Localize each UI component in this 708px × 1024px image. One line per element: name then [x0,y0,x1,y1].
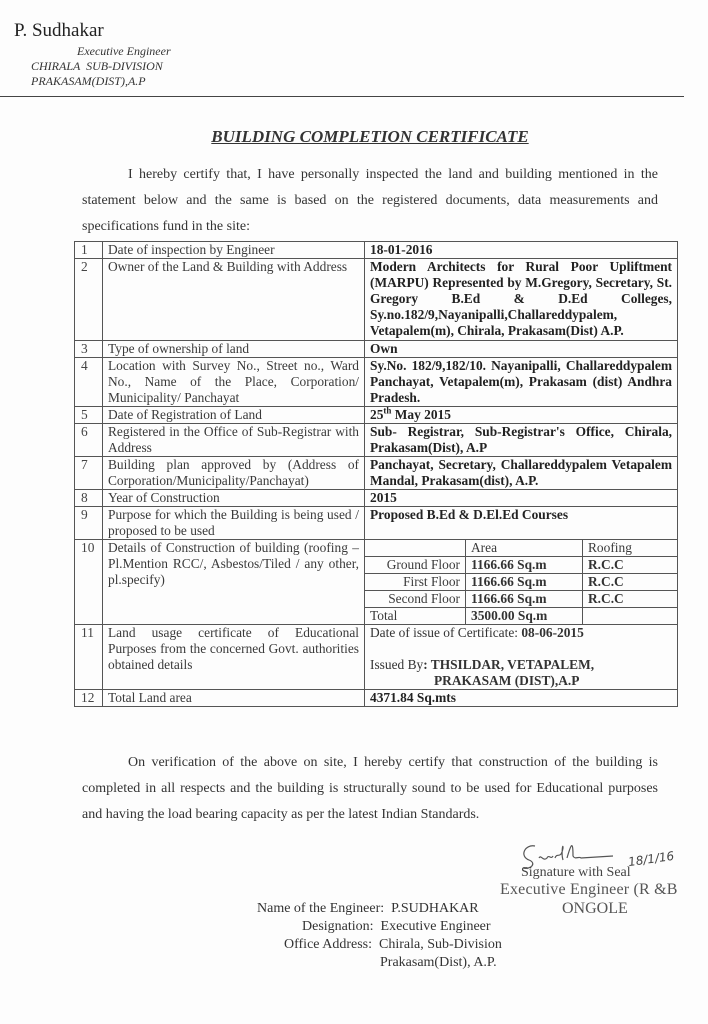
table-row [75,540,678,625]
issued-by: : THSILDAR, VETAPALEM, [423,657,595,672]
issued-by-line [370,657,672,673]
floor-roofing: R.C.C [583,591,678,608]
row-description: Purpose for which the Building is being used / proposed to be used [103,507,365,540]
row-value: Modern Architects for Rural Poor Upliftment (MARPU) Represented by M.Gregory, Secretary, St. Gregory B.Ed & D.Ed Colleges, Sy.no.182/9,Nayanipalli,Challareddypalem, Vetapalem(m), Chirala, Prakasam(Dist) A.P. [365,259,678,341]
table-row [75,259,678,341]
row-number: 12 [75,690,103,707]
row-value: Panchayat, Secretary, Challareddypalem Vetapalem Mandal, Prakasam(dist), A.P. [365,457,678,490]
row-description: Registered in the Office of Sub-Registrar with Address [103,424,365,457]
registration-day: 25 [370,407,384,422]
total-label: Total [365,608,466,625]
table-row [75,690,678,707]
floor-row [365,591,677,608]
construction-details-cell [365,540,678,625]
row-value: 4371.84 Sq.mts [365,690,678,707]
header-divider [0,96,684,97]
engineer-office-address: Office Address: Chirala, Sub-Division [284,937,502,952]
certificate-issue-date-line [370,625,672,641]
issue-date-label: Date of issue of Certificate: [370,625,522,640]
issued-by-line-2: PRAKASAM (DIST),A.P [434,673,580,688]
row-number: 8 [75,490,103,507]
floor-area: 1166.66 Sq.m [466,591,583,608]
table-row [75,507,678,540]
row-number: 3 [75,341,103,358]
row-number: 11 [75,625,103,690]
row-description: Date of Registration of Land [103,407,365,424]
floor-name: First Floor [365,574,466,591]
floor-row [365,557,677,574]
row-description: Total Land area [103,690,365,707]
row-value: 2015 [365,490,678,507]
floor-name: Ground Floor [365,557,466,574]
table-row [75,358,678,407]
total-row [365,608,677,625]
floor-area: 1166.66 Sq.m [466,557,583,574]
row-description: Location with Survey No., Street no., Ward No., Name of the Place, Corporation/ Municipality/ Panchayat [103,358,365,407]
registration-month-year: May 2015 [391,407,451,422]
row-value: Own [365,341,678,358]
row-value: Proposed B.Ed & D.El.Ed Courses [365,507,678,540]
table-row [75,490,678,507]
table-row [75,341,678,358]
issue-date: 08-06-2015 [521,625,584,640]
certificate-details-table [74,241,678,707]
row-description: Details of Construction of building (roofing –Pl.Mention RCC/, Asbestos/Tiled / any other, pl.specify) [103,540,365,625]
table-row [75,625,678,690]
floor-name: Second Floor [365,591,466,608]
row-description: Land usage certificate of Educational Purposes from the concerned Govt. authorities obtained details [103,625,365,690]
letterhead-designation: Executive Engineer [77,44,171,58]
row-description: Type of ownership of land [103,341,365,358]
row-value: 18-01-2016 [365,242,678,259]
row-number: 10 [75,540,103,625]
engineer-office-address-2: Prakasam(Dist), A.P. [380,955,497,970]
table-row [75,424,678,457]
total-area: 3500.00 Sq.m [466,608,583,625]
table-row [75,457,678,490]
row-value: Sub- Registrar, Sub-Registrar's Office, Chirala, Prakasam(Dist), A.P [365,424,678,457]
row-number: 5 [75,407,103,424]
area-header: Area [466,540,583,557]
row-value [365,407,678,424]
intro-paragraph: I hereby certify that, I have personally inspected the land and building mentioned in the statement below and the same is based on the registered documents, data measurements and specifications fund in the site: [82,167,658,234]
letterhead-name: P. Sudhakar [14,20,104,41]
row-number: 4 [75,358,103,407]
seal-text-line-2: ONGOLE [562,900,628,917]
floor-roofing: R.C.C [583,557,678,574]
signature-label: Signature with Seal [521,865,631,880]
row-description: Owner of the Land & Building with Address [103,259,365,341]
signature-date: 18/1/16 [627,848,676,870]
registration-day-suffix: th [383,405,392,416]
document-title: BUILDING COMPLETION CERTIFICATE [211,127,529,146]
row-value: Sy.No. 182/9,182/10. Nayanipalli, Challareddypalem Panchayat, Vetapalem(m), Prakasam (dist) Andhra Pradesh. [365,358,678,407]
row-number: 9 [75,507,103,540]
row-number: 2 [75,259,103,341]
floor-area: 1166.66 Sq.m [466,574,583,591]
row-number: 1 [75,242,103,259]
row-description: Building plan approved by (Address of Corporation/Municipality/Panchayat) [103,457,365,490]
seal-text-line-1: Executive Engineer (R &B [500,881,678,898]
floor-row [365,574,677,591]
table-row [75,407,678,424]
row-value [365,625,678,690]
issued-by-label: Issued By [370,657,424,672]
engineer-name: Name of the Engineer: P.SUDHAKAR [257,901,479,916]
row-number: 7 [75,457,103,490]
engineer-designation: Designation: Executive Engineer [302,919,491,934]
closing-paragraph: On verification of the above on site, I hereby certify that construction of the building is completed in all respects and the building is structurally sound to be used for Educational purposes and having the load bearing capacity as per the latest Indian Standards. [82,755,658,822]
row-description: Date of inspection by Engineer [103,242,365,259]
letterhead-division: CHIRALA SUB-DIVISION [31,59,163,73]
floor-header [365,540,466,557]
row-number: 6 [75,424,103,457]
letterhead-district: PRAKASAM(DIST),A.P [31,74,146,88]
row-description: Year of Construction [103,490,365,507]
table-row [75,242,678,259]
floor-roofing: R.C.C [583,574,678,591]
construction-details-table [365,540,677,624]
construction-header-row [365,540,677,557]
total-roofing [583,608,678,625]
roofing-header: Roofing [583,540,678,557]
